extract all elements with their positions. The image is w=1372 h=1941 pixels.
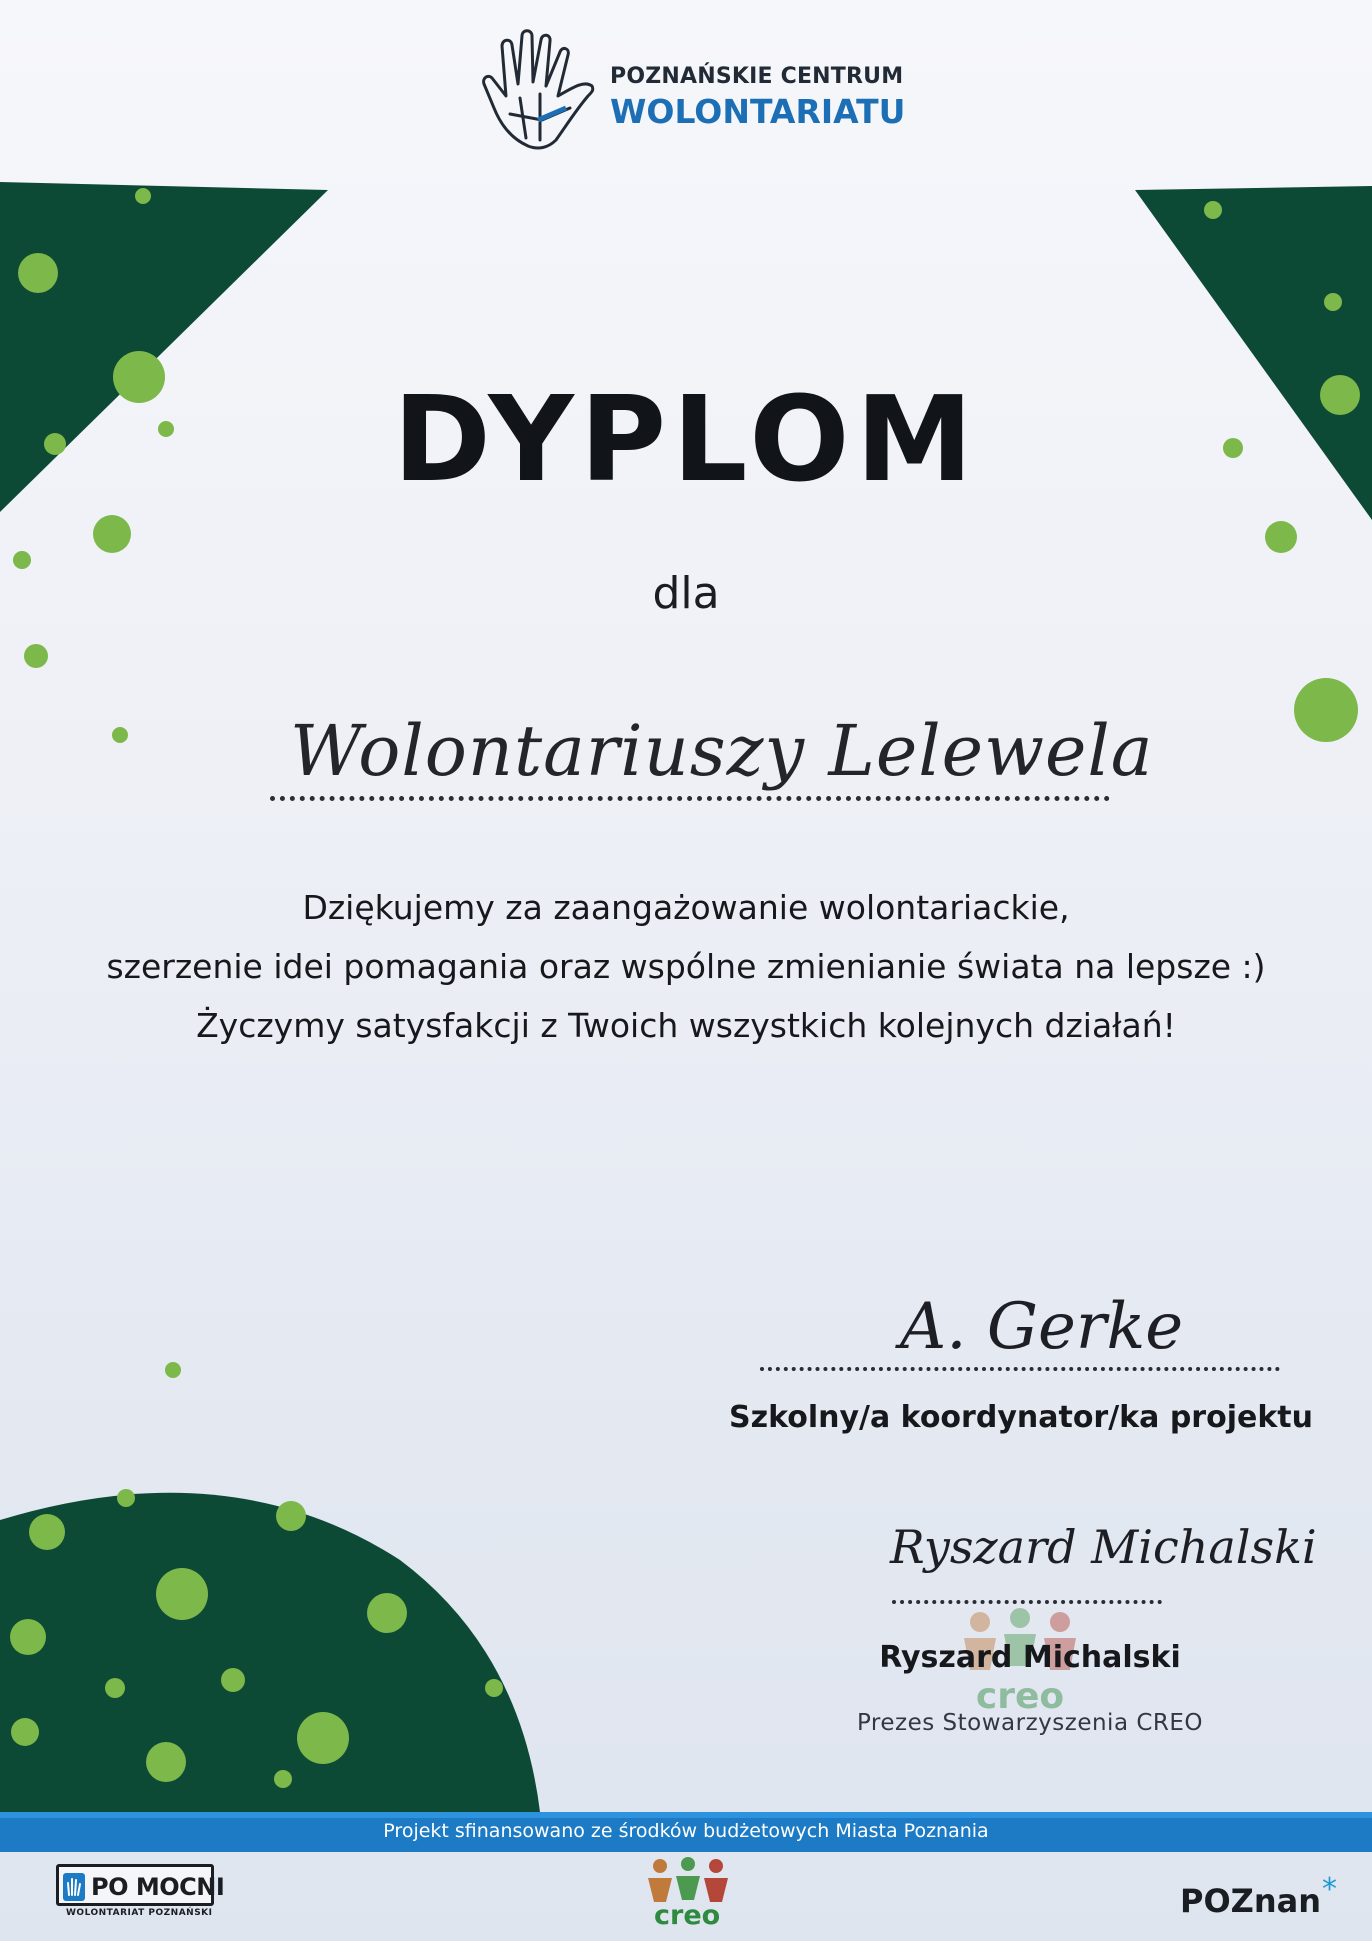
pomocni-title: PO MOCNI (91, 1873, 225, 1901)
coordinator-dotted-line (760, 1367, 1280, 1371)
creo-logo (638, 1856, 738, 1936)
coordinator-handwriting: A. Gerke (900, 1290, 1184, 1364)
dot (135, 188, 151, 204)
president-signature (830, 1520, 1317, 1750)
poznan-star-icon: * (1322, 1872, 1337, 1907)
dot (165, 1362, 181, 1378)
hand-icon (480, 28, 600, 153)
dot (485, 1679, 503, 1697)
dot (10, 1619, 46, 1655)
header-logo-line1: POZNAŃSKIE CENTRUM (610, 64, 904, 89)
dot (1294, 678, 1358, 742)
president-handwriting: Ryszard Michalski (890, 1520, 1317, 1574)
president-role: Prezes Stowarzyszenia CREO (856, 1710, 1204, 1736)
poznan-logo (1180, 1872, 1350, 1926)
dot (1265, 521, 1297, 553)
dot (276, 1501, 306, 1531)
header-logo-line2: WOLONTARIATU (610, 92, 906, 131)
dot (146, 1742, 186, 1782)
coordinator-label: Szkolny/a koordynator/ka projektu (729, 1400, 1313, 1435)
creo-text: creo (654, 1900, 721, 1931)
bottom-left-circle (0, 1493, 540, 1812)
dot (156, 1568, 208, 1620)
message-line: Dziękujemy za zaangażowanie wolontariackie, (302, 888, 1070, 927)
recipient-handwriting: Wolontariuszy Lelewela (290, 710, 1154, 792)
message-line: Życzymy satysfakcji z Twoich wszystkich kolejnych działań! (196, 1006, 1176, 1045)
dot (29, 1514, 65, 1550)
dot (221, 1668, 245, 1692)
recipient-dotted-line (270, 796, 1110, 801)
diploma-title: DYPLOM (392, 370, 979, 508)
president-name: Ryszard Michalski (879, 1640, 1181, 1675)
dot (105, 1678, 125, 1698)
hand-icon (63, 1873, 85, 1901)
people-icon (638, 1856, 738, 1906)
dot (117, 1489, 135, 1507)
dot (112, 727, 128, 743)
footer-band-highlight (0, 1812, 1372, 1818)
dot (1204, 201, 1222, 219)
dot (24, 644, 48, 668)
dot (11, 1718, 39, 1746)
dot (297, 1712, 349, 1764)
dot (93, 515, 131, 553)
recipient-line (270, 710, 1154, 820)
message (0, 878, 1372, 1055)
dot (18, 253, 58, 293)
dot (274, 1770, 292, 1788)
dot (1324, 293, 1342, 311)
pomocni-logo (56, 1862, 225, 1922)
message-line: szerzenie idei pomagania oraz wspólne zmienianie świata na lepsze :) (106, 947, 1266, 986)
footer-band (0, 1812, 1372, 1852)
dot (13, 551, 31, 569)
header-logo (480, 28, 920, 158)
poznan-text: POZnan (1180, 1882, 1322, 1920)
pomocni-logo-box (56, 1864, 225, 1906)
watermark-text: creo (975, 1676, 1065, 1717)
for-label: dla (652, 568, 720, 619)
funding-note: Projekt sfinansowano ze środków budżetowych Miasta Poznania (383, 1820, 989, 1842)
dot (367, 1593, 407, 1633)
president-dotted-line (892, 1600, 1162, 1604)
pomocni-subtitle: WOLONTARIAT POZNAŃSKI (66, 1908, 213, 1918)
coordinator-signature (729, 1290, 1313, 1440)
